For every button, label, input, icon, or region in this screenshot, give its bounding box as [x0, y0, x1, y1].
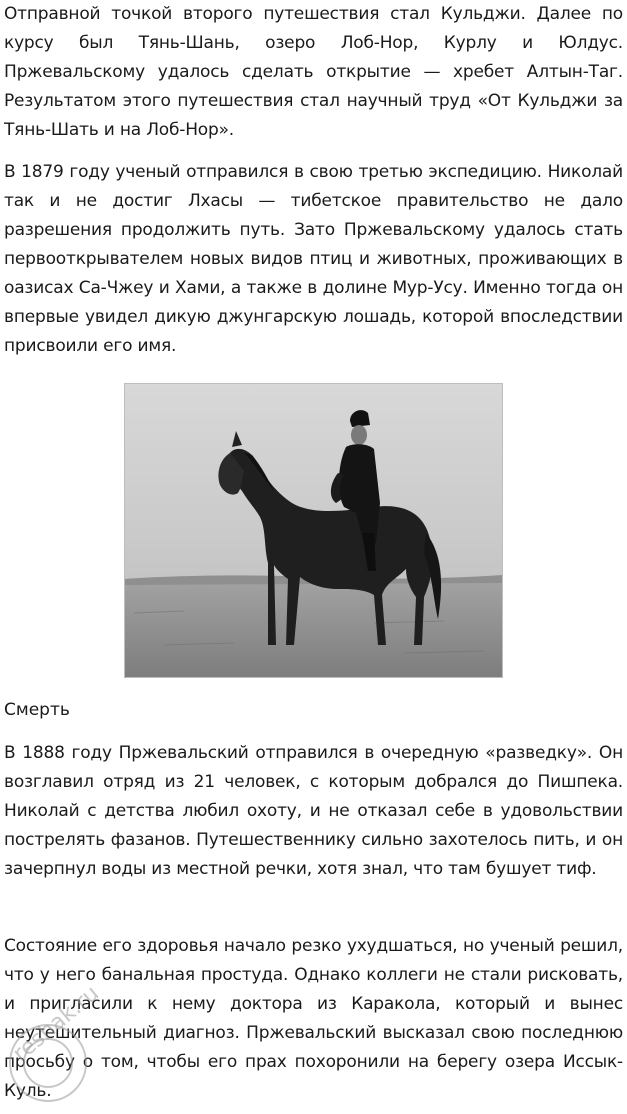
- paragraph-third-expedition: В 1879 году ученый отправился в свою третью экспедицию. Николай так и не достиг Лхасы — тибетское правительство не дало разрешения продолжить путь. Зато Пржевальскому удалось стать первооткрывателем новых видов птиц и животных, проживающих в оазисах Са-Чжеу и Хами, а также в долине Мур-Усу. Именно тогда он впервые увидел дикую джунгарскую лошадь, которой впоследствии присвоили его имя.: [4, 162, 623, 356]
- horse-rider-photo-icon: [124, 383, 503, 678]
- paragraph-second-expedition: Отправной точкой второго путешествия стал Кульджи. Далее по курсу был Тянь-Шань, озеро Лоб-Нор, Курлу и Юлдус. Пржевальскому удалось сделать открытие — хребет Алтын-Таг. Результатом этого путешествия стал научный труд «От Кульджи за Тянь-Шать и на Лоб-Нор».: [4, 4, 623, 140]
- watermark-text: reshak.ru: [8, 981, 104, 1067]
- paragraph-last-expedition: В 1888 году Пржевальский отправился в очередную «разведку». Он возглавил отряд из 21 человек, с которым добрался до Пишпека. Николай с детства любил охоту, и не отказал себе в удовольствии пострелять фазанов. Путешественнику сильно захотелось пить, и он зачерпнул воды из местной речки, хотя знал, что там бушует тиф.: [4, 743, 623, 879]
- rider-on-horse-photo: [124, 383, 503, 678]
- section-heading-death: Смерть: [4, 700, 70, 720]
- paragraph-illness: Состояние его здоровья начало резко ухудшаться, но ученый решил, что у него банальная простуда. Однако коллеги не стали рисковать, и пригласили к нему доктора из Каракола, который и вынес неутешительный диагноз. Пржевальский высказал свою последнюю просьбу о том, чтобы его прах похоронили на берегу озера Иссык-Куль.: [4, 936, 623, 1101]
